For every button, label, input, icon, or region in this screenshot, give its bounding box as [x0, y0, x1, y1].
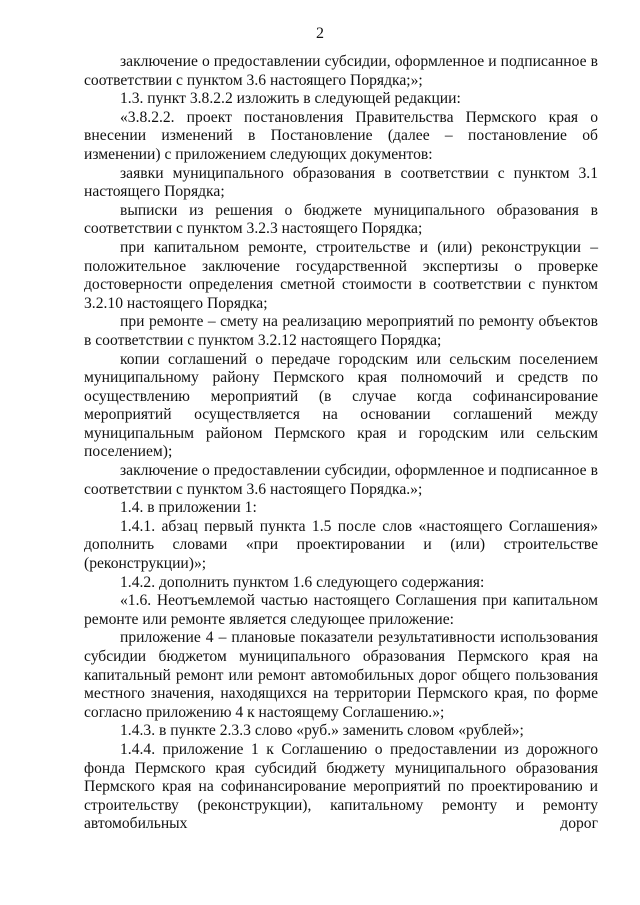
paragraph: при капитальном ремонте, строительстве и (или) реконструкции – положительное заключение государственной экспертизы о проверке достоверности определения сметной стоимости в соответствии с пунктом 3.2.10 настоящего Порядка;	[84, 238, 598, 312]
paragraph: 1.4. в приложении 1:	[120, 499, 257, 517]
paragraph: 1.4.3. в пункте 2.3.3 слово «руб.» заменить словом «рублей»;	[120, 722, 524, 740]
paragraph: 1.4.4. приложение 1 к Соглашению о предоставлении из дорожного фонда Пермского края субсидий бюджету муниципального образования Пермского края на софинансирование мероприятий по проектированию и строительству (реконструкции), капитальному ремонту и ремонту автомобильных дорог	[84, 740, 598, 833]
document-body	[84, 53, 598, 834]
paragraph: 1.3. пункт 3.8.2.2 изложить в следующей редакции:	[120, 90, 461, 108]
paragraph: заключение о предоставлении субсидии, оформленное и подписанное в соответствии с пунктом 3.6 настоящего Порядка;»;	[84, 53, 598, 89]
paragraph: заключение о предоставлении субсидии, оформленное и подписанное в соответствии с пунктом 3.6 настоящего Порядка.»;	[84, 462, 598, 498]
paragraph: «1.6. Неотъемлемой частью настоящего Соглашения при капитальном ремонте или ремонте является следующее приложение:	[84, 592, 598, 628]
paragraph: заявки муниципального образования в соответствии с пунктом 3.1 настоящего Порядка;	[84, 164, 598, 201]
paragraph: выписки из решения о бюджете муниципального образования в соответствии с пунктом 3.2.3 настоящего Порядка;	[84, 201, 598, 238]
paragraph: 1.4.1. абзац первый пункта 1.5 после слов «настоящего Соглашения» дополнить словами «при проектировании и (или) строительстве (реконструкции)»;	[84, 517, 598, 573]
paragraph: копии соглашений о передаче городским или сельским поселением муниципальному району Пермского края полномочий и средств по осуществлению мероприятий (в случае когда софинансирование мероприятий осуществляется на основании соглашений между муниципальным районом Пермского края и городским или сельским поселением);	[84, 350, 598, 461]
paragraph: приложение 4 – плановые показатели результативности использования субсидии бюджетом муниципального образования Пермского края на капитальный ремонт или ремонт автомобильных дорог общего пользования местного значения, находящихся на территории Пермского края, по форме согласно приложению 4 к настоящему Соглашению.»;	[84, 629, 598, 721]
paragraph: 1.4.2. дополнить пунктом 1.6 следующего содержания:	[120, 573, 485, 591]
paragraph: «3.8.2.2. проект постановления Правительства Пермского края о внесении изменений в Постановление (далее – постановление об изменении) с приложением следующих документов:	[84, 108, 598, 163]
paragraph: при ремонте – смету на реализацию мероприятий по ремонту объектов в соответствии с пунктом 3.2.12 настоящего Порядка;	[84, 313, 598, 349]
page-number: 2	[316, 25, 324, 42]
